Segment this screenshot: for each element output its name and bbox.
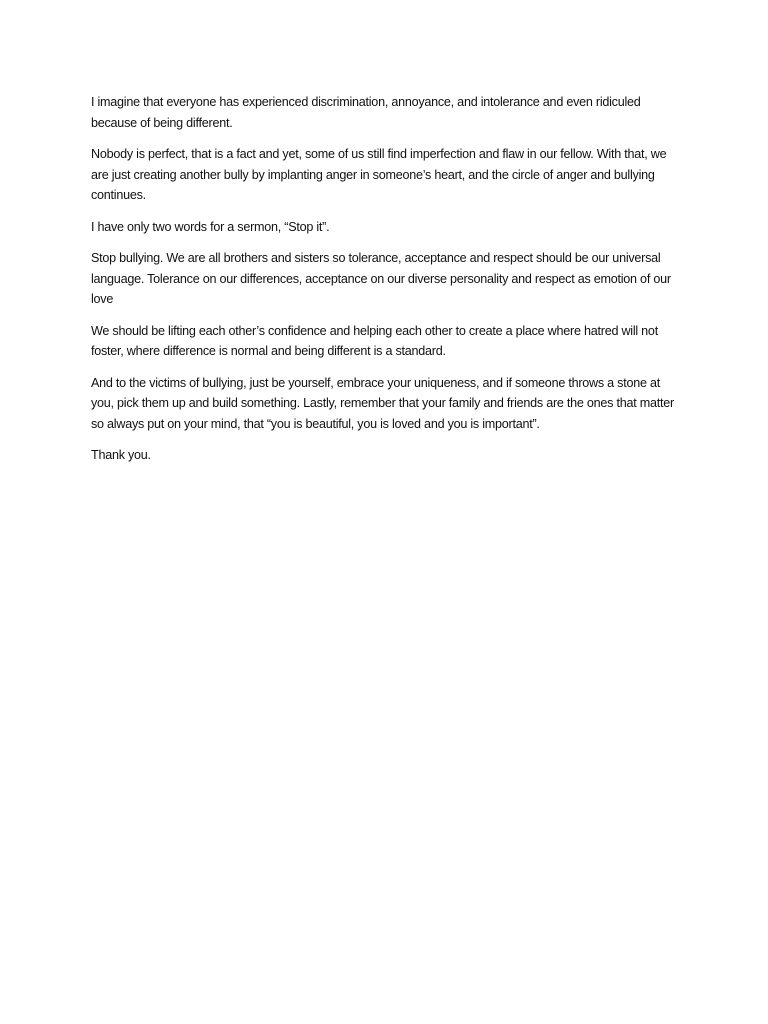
- paragraph-lifting-confidence: We should be lifting each other’s confidence and helping each other to create a place where hatred will not foster, where difference is normal and being different is a standard.: [91, 323, 658, 358]
- paragraph-sermon: I have only two words for a sermon, “Stop it”.: [91, 219, 330, 234]
- paragraph-closing: Thank you.: [91, 448, 151, 462]
- paragraph-stop-bullying: Stop bullying. We are all brothers and sisters so tolerance, acceptance and respect should be our universal language. Tolerance on our differences, acceptance on our diverse personality and respect as emotion of our love: [91, 251, 671, 306]
- paragraph-nobody-is-perfect: Nobody is perfect, that is a fact and yet, some of us still find imperfection and flaw in our fellow. With that, we are just creating another bully by implanting anger in someone’s heart, and the circle of anger and bullying continues.: [91, 147, 667, 202]
- document-body: [91, 92, 681, 477]
- paragraph-intro: I imagine that everyone has experienced discrimination, annoyance, and intolerance and even ridiculed because of being different.: [91, 95, 641, 130]
- paragraph-to-the-victims: And to the victims of bullying, just be yourself, embrace your uniqueness, and if someone throws a stone at you, pick them up and build something. Lastly, remember that your family and friends are the ones that matter so always put on your mind, that “you is beautiful, you is loved and you is important”.: [91, 375, 674, 431]
